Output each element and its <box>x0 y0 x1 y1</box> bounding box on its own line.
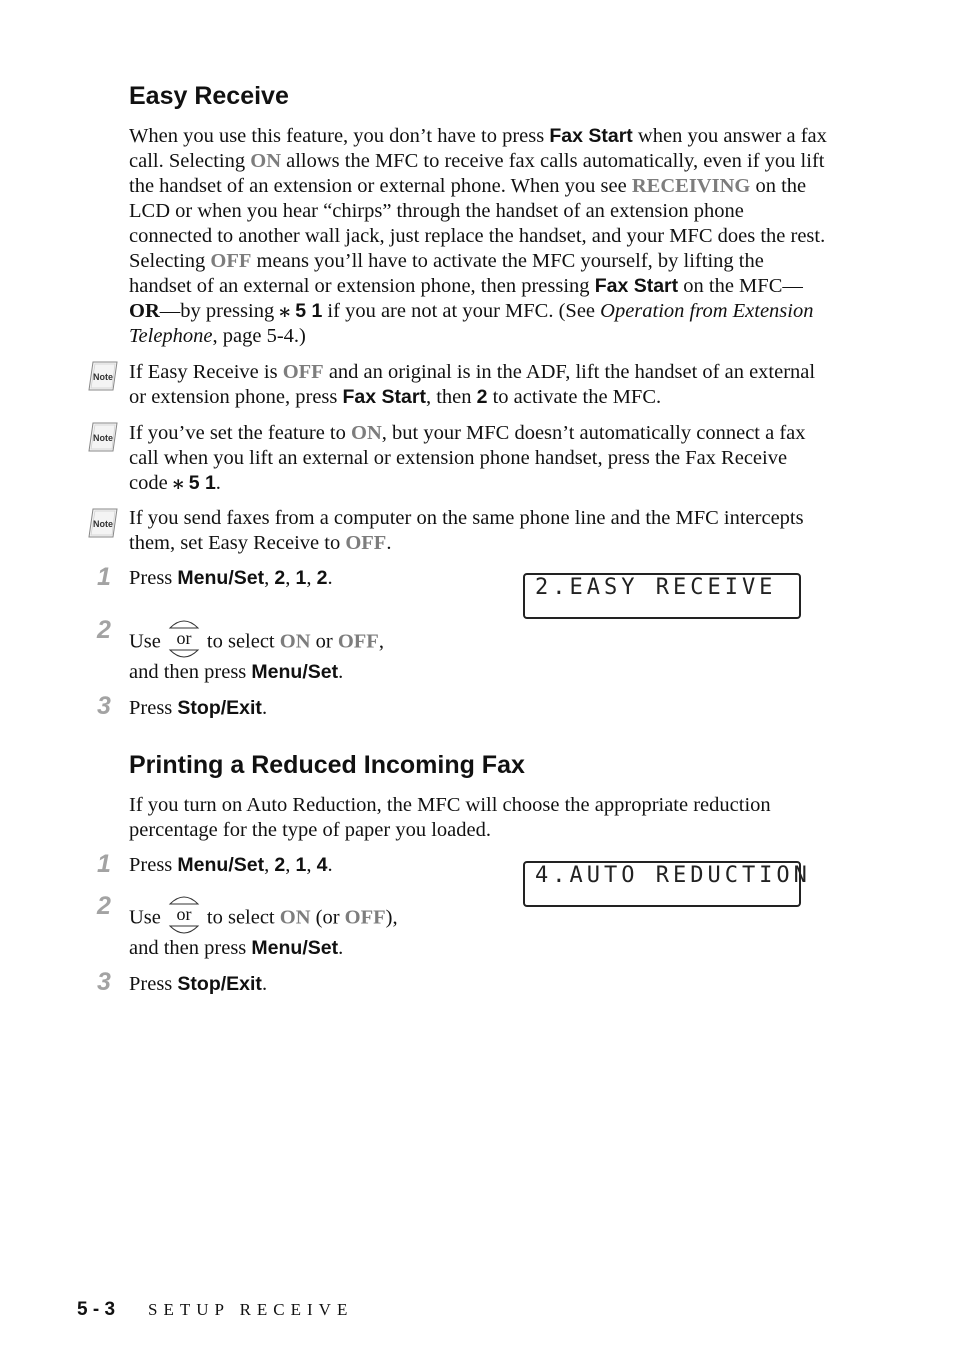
step-text: Use or to select ON (or OFF), <box>129 896 398 942</box>
svg-text:Note: Note <box>93 372 113 382</box>
navigation-key-icon <box>167 616 201 662</box>
note-text: If you send faxes from a computer on the same phone line and the MFC intercepts them, set Easy Receive to OFF. <box>129 507 804 554</box>
easy-receive-paragraph: When you use this feature, you don’t have to press Fax Start when you answer a fax call. Selecting ON allows the MFC to receive fax calls automatically, even if you lift the handset of an extension or external phone. When you see RECEIVING on the LCD or when you hear “chirps” through the handset of an extension phone connected to another wall jack, just replace the handset, and your MFC does the rest. Selecting OFF means you’ll have to activate the MFC yourself, by lifting the handset of an external or extension phone, then pressing Fax Start on the MFC—OR—by pressing ⁎ 5 1 if you are not at your MFC. (See Operation from Extension Telephone, page 5-4.) <box>129 125 827 347</box>
star-key-icon: ⁎ <box>279 300 291 322</box>
svg-text:or: or <box>176 904 192 924</box>
step-text: and then press Menu/Set. <box>129 661 344 683</box>
navigation-key-icon <box>167 892 201 938</box>
step-text: Press Stop/Exit. <box>129 973 268 995</box>
reduced-fax-paragraph: If you turn on Auto Reduction, the MFC will choose the appropriate reduction percentage for the type of paper you loaded. <box>129 794 771 841</box>
note-text: If you’ve set the feature to ON, but your MFC doesn’t automatically connect a fax call when you lift an external or extension phone handset, press the Fax Receive code ⁎ 5 1. <box>129 422 806 494</box>
note-text: If Easy Receive is OFF and an original is in the ADF, lift the handset of an external or extension phone, press Fax Start, then 2 to activate the MFC. <box>129 361 816 408</box>
lcd-display: 4.AUTO REDUCTION <box>523 861 801 907</box>
step-number: 3 <box>97 692 111 720</box>
step-number: 2 <box>97 616 111 644</box>
step-number: 1 <box>97 850 111 878</box>
svg-text:Note: Note <box>93 519 113 529</box>
note-icon <box>87 507 119 539</box>
page-number: 5 - 3 <box>77 1299 116 1320</box>
star-key-icon: ⁎ <box>172 472 184 494</box>
chapter-title: SETUP RECEIVE <box>148 1300 354 1319</box>
section-title-easy-receive: Easy Receive <box>129 82 289 110</box>
note-icon <box>87 360 119 392</box>
lcd-display: 2.EASY RECEIVE <box>523 573 801 619</box>
svg-text:Note: Note <box>93 433 113 443</box>
svg-text:or: or <box>176 628 192 648</box>
step-text: Use or to select ON or OFF, <box>129 620 384 666</box>
step-number: 2 <box>97 892 111 920</box>
step-text: and then press Menu/Set. <box>129 937 344 959</box>
step-text: Press Menu/Set, 2, 1, 2. <box>129 567 333 589</box>
step-number: 1 <box>97 563 111 591</box>
note-icon <box>87 421 119 453</box>
step-text: Press Stop/Exit. <box>129 697 268 719</box>
section-title-reduced-fax: Printing a Reduced Incoming Fax <box>129 751 525 779</box>
step-number: 3 <box>97 968 111 996</box>
step-text: Press Menu/Set, 2, 1, 4. <box>129 854 333 876</box>
